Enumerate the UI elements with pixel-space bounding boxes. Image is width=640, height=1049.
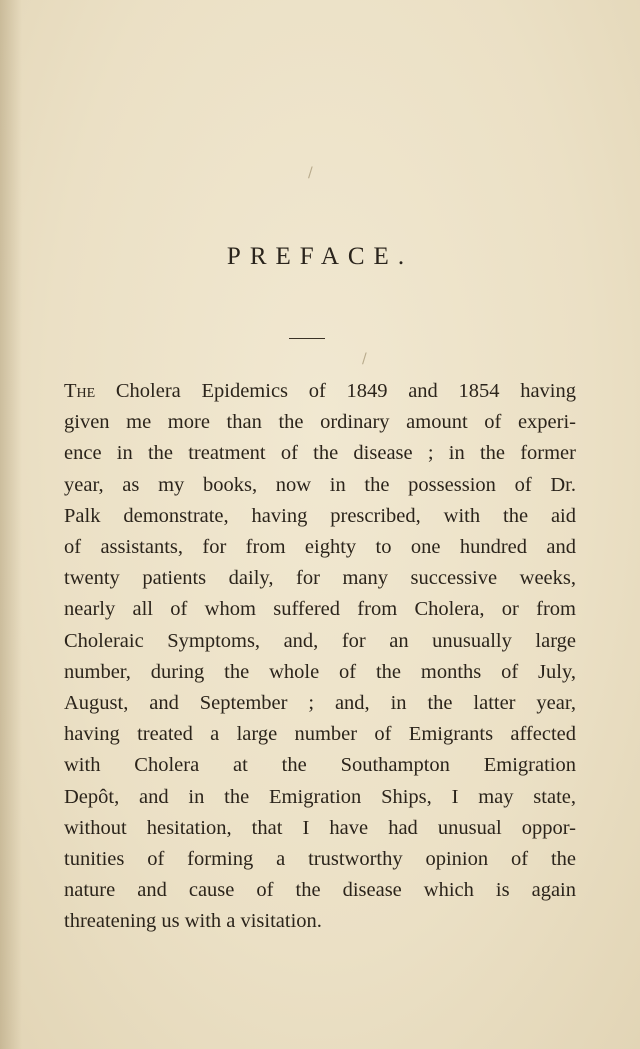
text-line: August, and September ; and, in the latter year, [64, 692, 576, 715]
page-gutter-shadow [0, 0, 22, 1049]
text-line-content: Cholera Epidemics of 1849 and 1854 having [95, 380, 576, 402]
text-line: having treated a large number of Emigrants affected [64, 723, 576, 746]
text-line: number, during the whole of the months of July, [64, 660, 576, 683]
text-line [64, 376, 576, 407]
text-line: Palk demonstrate, having prescribed, with the aid [64, 504, 576, 527]
text-line: ence in the treatment of the disease ; in the former [64, 442, 576, 465]
paper-mark: / [362, 351, 367, 367]
text-line: of assistants, for from eighty to one hundred and [64, 536, 576, 559]
page-title: PREFACE. [226, 243, 414, 270]
text-line: nature and cause of the disease which is again [64, 879, 576, 902]
text-line: Depôt, and in the Emigration Ships, I may state, [64, 785, 576, 808]
text-line: year, as my books, now in the possession of Dr. [64, 473, 576, 496]
text-line: tunities of forming a trustworthy opinion of the [64, 848, 576, 871]
preface-paragraph [64, 376, 576, 938]
paper-mark: / [308, 165, 313, 181]
text-line: given me more than the ordinary amount of experi- [64, 411, 576, 434]
text-line: nearly all of whom suffered from Cholera, or from [64, 598, 576, 621]
text-line: with Cholera at the Southampton Emigration [64, 754, 576, 777]
text-line: threatening us with a visitation. [64, 910, 322, 933]
opening-word: The [64, 380, 96, 402]
text-line: twenty patients daily, for many successive weeks, [64, 567, 576, 590]
text-line: without hesitation, that I have had unusual oppor- [64, 816, 576, 839]
title-divider [289, 338, 325, 339]
text-line: Choleraic Symptoms, and, for an unusually large [64, 629, 576, 652]
